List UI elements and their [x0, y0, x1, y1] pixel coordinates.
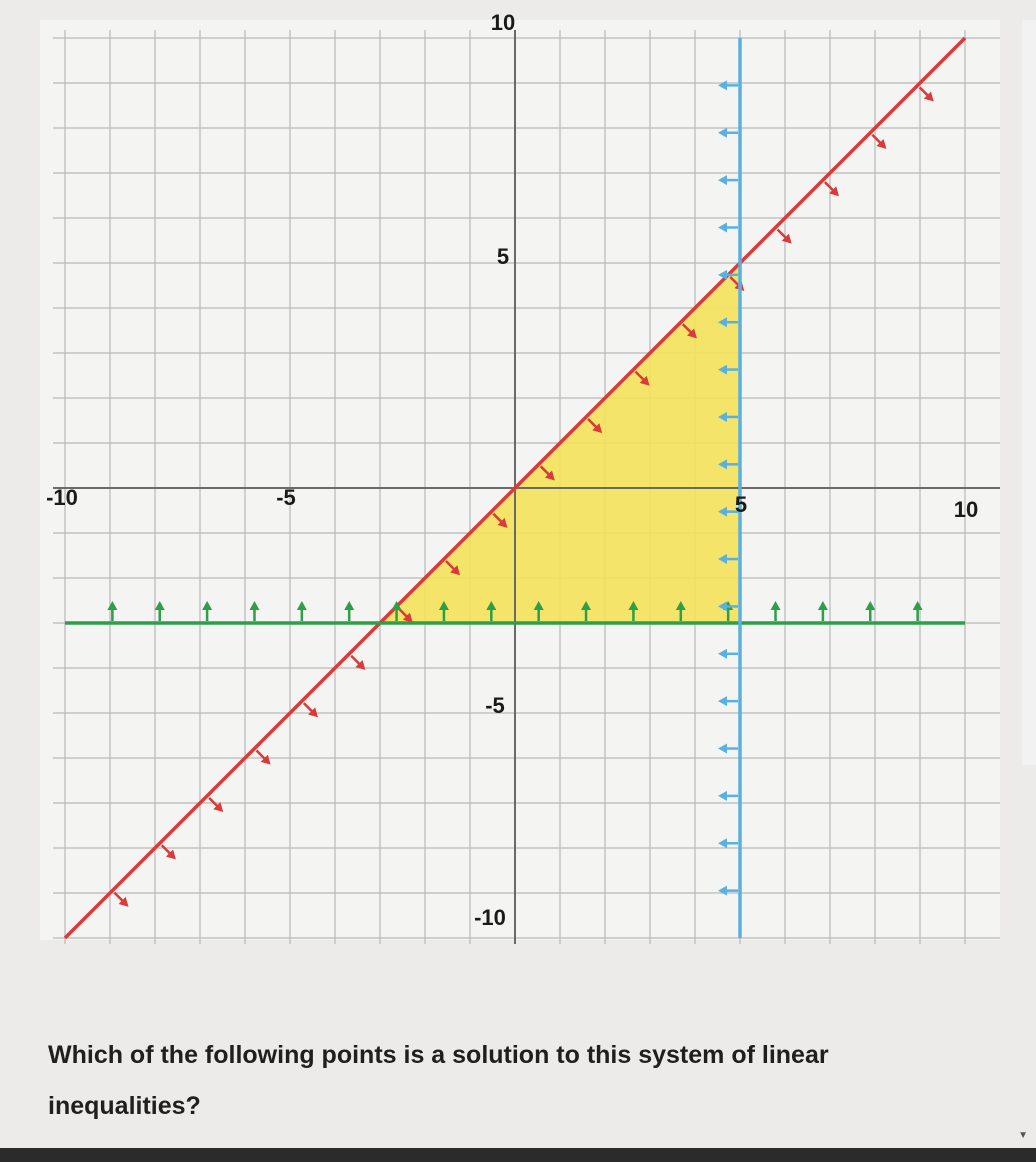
x-tick-label-10: 10	[953, 497, 979, 522]
side-panel-edge	[1022, 20, 1036, 765]
question-text: Which of the following points is a solution to this system of linear inequalities?	[48, 1041, 829, 1120]
y-tick-label-5: 5	[496, 244, 510, 269]
y-tick-label-neg5: -5	[485, 693, 505, 718]
graph-background	[40, 20, 1000, 940]
y-tick-label-10: 10	[490, 10, 516, 35]
x-tick-label-5: 5	[734, 492, 748, 517]
y-tick-label-neg10: -10	[474, 905, 506, 930]
chevron-down-icon[interactable]: ▼	[1018, 1130, 1028, 1141]
x-tick-label-neg10: -10	[46, 485, 78, 510]
bottom-bar	[0, 1148, 1036, 1162]
x-tick-label-neg5: -5	[276, 485, 296, 510]
